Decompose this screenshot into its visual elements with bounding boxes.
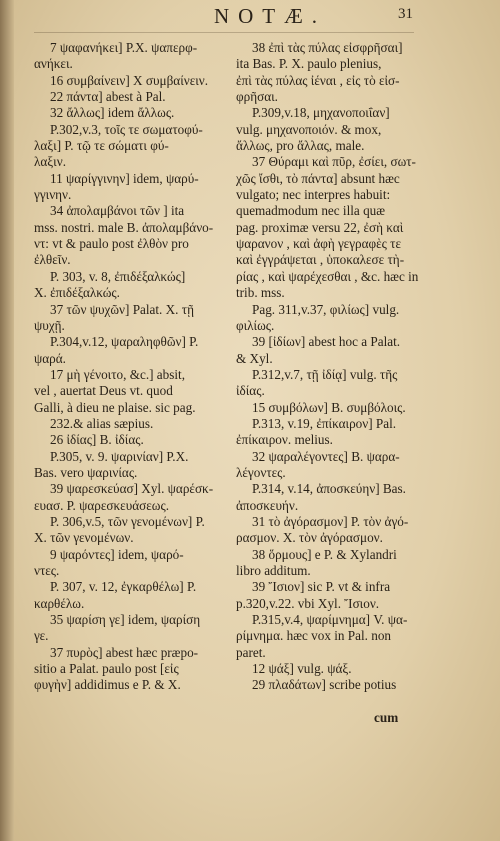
text-line: ανήκει. [34,56,73,72]
text-line: φιλίως. [236,317,275,333]
text-line: mss. nostri. male B. ἀπολαμβάνο- [34,219,214,235]
text-line: sitio a Palat. paulo post [εἰς [34,661,179,677]
text-line: ρασμον. X. τὸν ἀγόρασμον. [236,530,383,546]
text-line: ἀποσκευήν. [236,497,299,513]
text-line: P.309,v.18, μηχανοποιΐαν] [252,105,390,121]
text-line: P.314, v.14, ἀποσκεύην] Bas. [252,481,406,497]
text-line: vulgato; nec interpres habuit: [236,187,391,203]
text-line: 7 ψαφανήκει] P.X. ψαπερφ- [50,40,198,55]
text-line: 17 μὴ γένοιτο, &c.] absit, [50,366,186,382]
text-line: ντ: vt & paulo post ἐλθὸν pro [34,236,189,252]
text-line: P.313, v.19, ἐπίκαιρον] Pal. [252,415,397,431]
text-line: X. ἐπιδέξαλκώς. [34,285,120,301]
text-line: 37 τῶν ψυχῶν] Palat. X. τῇ [50,301,194,317]
text-line: 35 ψαρίση γε] idem, ψαρίση [50,612,201,628]
text-line: P.302,v.3, τοῖς τε σωματοφύ- [50,121,203,137]
right-column [236,40,419,694]
text-line: 39 ψαρεσκεύασ] Xyl. ψαρέσκ- [50,481,214,497]
text-line: 15 συμβόλων] B. συμβόλοις. [252,399,406,415]
page-number: 31 [398,6,413,22]
text-line: 31 τὸ ἀγόρασμον] P. τὸν ἀγό- [252,513,409,529]
text-line: P.304,v.12, ψαραληφθῶν] P. [50,334,199,350]
text-line: P. 307, v. 12, ἐγκαρθέλω] P. [50,579,197,595]
text-line: γγινην. [34,187,72,203]
text-line: ἐπὶ τὰς πύλας ἰέναι , εἰς τὸ εἰσ- [236,72,400,88]
catchword: cum [374,710,399,725]
text-line: p.320,v.22. vbi Xyl. Ἴσιον. [236,595,380,611]
text-line: ἰδίας. [236,383,265,399]
text-line: P.312,v.7, τῇ ἰδίᾳ] vulg. τῆς [252,366,398,382]
text-line: 39 [ἰδίων] abest hoc a Palat. [252,334,401,350]
text-line: γε. [34,628,49,644]
text-line: φυγὴν] addidimus e P. & X. [34,677,181,693]
text-line: libro additum. [236,563,311,578]
text-line: ἐλθεῖν. [34,252,71,268]
text-line: vel , auertat Deus vt. quod [34,383,173,399]
text-line: 32 ἄλλως] idem ἄλλως. [50,105,175,121]
text-line: P.315,v.4, ψαρίμνημα] V. ψα- [252,612,408,628]
text-line: ευασ. P. ψαρεσκευάσεως. [34,497,170,513]
text-line: 38 ἐπὶ τὰς πύλας εἰσφρῆσαι] [252,40,403,55]
text-line: ἄλλως, pro ἄλλας, male. [236,138,365,154]
text-line: ρίας , καὶ ψαρέχεσθαι , &c. hæc in [236,268,419,284]
text-line: 32 ψαραλέγοντες] B. ψαρα- [252,448,400,464]
text-line: pag. proximæ versu 22, ἐσὴ καὶ [236,219,404,235]
header-rule [34,32,414,33]
text-line: 9 ψαρόντες] idem, ψαρό- [50,546,184,562]
text-line: 12 ψάξ] vulg. ψάξ. [252,661,352,677]
text-line: X. τῶν γενομένων. [34,530,134,546]
text-line: 16 συμβαίνειν] X συμβαίνειν. [50,72,209,88]
text-line: 37 Θύραμι καὶ πῦρ, ἐσίει, σωτ- [252,154,416,170]
running-head: NOTÆ. [213,4,327,28]
text-line: ψαρανον , καὶ ἀφὴ γεγραφὲς τε [236,236,402,252]
text-line: 11 ψαρίγγινην] idem, ψαρύ- [50,170,199,186]
text-line: & Xyl. [236,350,273,366]
text-line: καὶ ἐγγράψεται , ὑποκαλεσε τὴ- [236,252,405,268]
text-line: 37 πυρὸς] abest hæc præpo- [50,644,199,660]
text-line: 34 ἀπολαμβάνοι τῶν ] ita [50,203,185,219]
text-line: 29 πλαδάτων] scribe potius [252,677,397,693]
text-line: paret. [236,644,266,660]
text-line: 232.& alias sæpius. [50,415,154,431]
text-line: P. 303, v. 8, ἐπιδέξαλκώς] [50,268,186,284]
left-column [34,40,226,694]
text-line: λαξι] P. τῷ τε σώματι φύ- [34,138,169,154]
text-line: φρῆσαι. [236,89,278,105]
text-line: Bas. vero ψαρινίας. [34,464,138,480]
text-line: vulg. μηχανοποιόν. & mox, [236,121,382,137]
text-line: λέγοντες. [236,464,286,480]
binding-gutter [0,0,14,841]
text-line: ρίμνημα. hæc vox in Pal. non [236,628,392,644]
text-line: ἐπίκαιρον. melius. [236,432,333,448]
text-line: 39 Ἴσιον] sic P. vt & infra [252,579,391,595]
text-line: Pag. 311,v.37, φιλίως] vulg. [252,301,400,317]
text-line: ντες. [34,563,60,578]
text-line: P. 306,v.5, τῶν γενομένων] P. [50,513,205,529]
text-line: καρθέλω. [34,595,85,611]
text-line: ψυχῇ. [34,317,65,333]
text-line: P.305, v. 9. ψαρινίαν] P.X. [50,448,189,464]
text-line: χῶς ἴσθι, τὸ πάντα] absunt hæc [236,170,400,186]
text-line: λαξιν. [34,154,66,170]
text-line: ψαρά. [34,350,66,366]
text-line: ita Bas. P. X. paulo plenius, [236,56,382,72]
text-line: trib. mss. [236,285,285,301]
text-line: 38 ὅρμους] e P. & Xylandri [252,546,397,562]
text-line: quemadmodum nec illa quæ [236,203,386,219]
text-line: 26 ἰδίας] B. ἰδίας. [50,432,144,448]
text-line: 22 πάντα] abest à Pal. [50,89,166,105]
text-line: Galli, à dieu ne plaise. sic pag. [34,399,196,415]
